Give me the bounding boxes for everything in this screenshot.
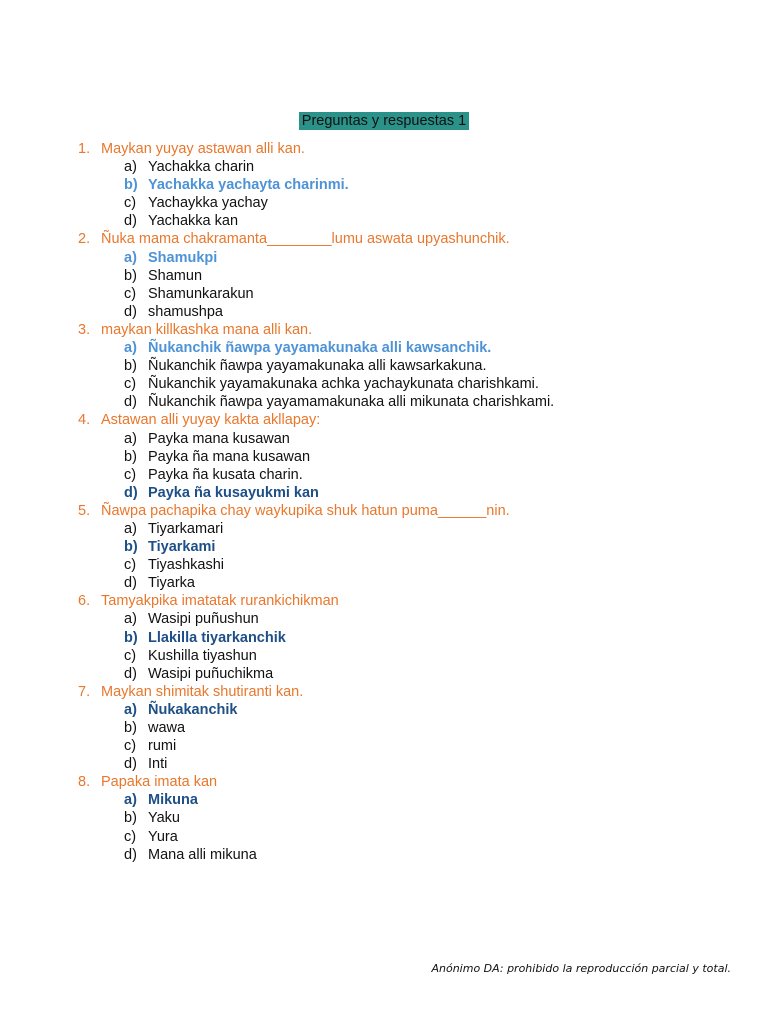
answer-option — [0, 520, 768, 538]
question-line — [0, 773, 768, 791]
answer-option — [0, 665, 768, 683]
option-letter: d) — [124, 484, 138, 501]
question-line — [0, 592, 768, 610]
correct-answer-option — [0, 339, 768, 357]
question-item — [0, 411, 768, 501]
correct-answer-option — [0, 791, 768, 809]
question-line — [0, 140, 768, 158]
question-item — [0, 140, 768, 230]
answer-option — [0, 755, 768, 773]
answer-option — [0, 466, 768, 484]
option-text: Kushilla tiyashun — [148, 647, 257, 664]
option-text: Yura — [148, 828, 178, 845]
option-letter: c) — [124, 738, 137, 755]
option-letter: b) — [124, 177, 138, 194]
answer-option — [0, 809, 768, 827]
option-letter: d) — [124, 756, 137, 773]
option-text: Mana alli mikuna — [148, 846, 257, 863]
answer-option — [0, 828, 768, 846]
answer-option — [0, 556, 768, 574]
option-letter: a) — [124, 159, 137, 176]
option-text: Payka ña mana kusawan — [148, 448, 311, 465]
question-number: 5. — [78, 502, 91, 519]
answer-option — [0, 303, 768, 321]
answer-option — [0, 375, 768, 393]
option-letter: b) — [124, 720, 137, 736]
answer-option — [0, 267, 768, 285]
question-item — [0, 592, 768, 682]
correct-answer-option — [0, 176, 768, 194]
answer-option — [0, 357, 768, 375]
question-text: Maykan yuyay astawan alli kan. — [101, 141, 305, 157]
option-text: Ñukanchik ñawpa yayamakunaka alli kawsanchik. — [148, 340, 492, 357]
question-line — [0, 502, 768, 520]
option-text: Yachakka kan — [148, 213, 239, 230]
question-number: 1. — [78, 141, 91, 157]
option-letter: c) — [124, 285, 137, 302]
option-letter: b) — [124, 810, 137, 827]
question-item — [0, 773, 768, 863]
option-text: Tiyashkashi — [148, 557, 225, 574]
option-text: Ñukakanchik — [148, 701, 238, 718]
option-letter: c) — [124, 466, 137, 483]
question-text: Ñuka mama chakramanta________lumu aswata upyashunchik. — [101, 231, 510, 248]
question-line — [0, 683, 768, 701]
option-text: shamushpa — [148, 303, 223, 320]
option-letter: a) — [124, 701, 137, 718]
option-letter: d) — [124, 846, 137, 863]
option-letter: b) — [124, 629, 138, 646]
option-letter: d) — [124, 213, 137, 230]
question-text: Papaka imata kan — [101, 774, 218, 791]
question-item — [0, 321, 768, 411]
option-letter: c) — [124, 557, 137, 574]
option-letter: a) — [124, 340, 137, 357]
option-letter: c) — [124, 195, 137, 212]
correct-answer-option — [0, 629, 768, 647]
option-letter: d) — [124, 394, 137, 411]
option-text: Tiyarkamari — [148, 520, 224, 537]
correct-answer-option — [0, 484, 768, 502]
question-line — [0, 411, 768, 429]
option-letter: d) — [124, 303, 137, 320]
question-item — [0, 683, 768, 773]
option-text: Mikuna — [148, 792, 198, 809]
question-text: Ñawpa pachapika chay waykupika shuk hatun puma______nin. — [101, 502, 510, 519]
question-text: Astawan alli yuyay kakta akllapay: — [101, 412, 321, 429]
question-text: Tamyakpika imatatak rurankichikman — [101, 593, 339, 610]
question-line — [0, 230, 768, 248]
option-letter: a) — [124, 611, 137, 628]
option-text: Tiyarkami — [148, 539, 216, 556]
option-text: wawa — [148, 720, 186, 736]
answer-option — [0, 158, 768, 176]
option-letter: d) — [124, 575, 137, 592]
option-letter: a) — [124, 430, 137, 447]
question-text: maykan killkashka mana alli kan. — [101, 321, 313, 338]
option-text: Wasipi puñuchikma — [148, 665, 274, 682]
page-title: Preguntas y respuestas 1 — [299, 112, 469, 130]
option-text: Yachaykka yachay — [148, 195, 268, 212]
option-text: Shamukpi — [148, 249, 218, 266]
option-text: Wasipi puñushun — [148, 611, 259, 628]
footer-note: Anónimo DA: prohibido la reproducción parcial y total. — [431, 962, 731, 975]
question-item — [0, 502, 768, 592]
option-text: Yachakka yachayta charinmi. — [148, 177, 349, 194]
option-text: Yachakka charin — [148, 159, 255, 176]
question-number: 2. — [78, 231, 91, 248]
option-text: Ñukanchik ñawpa yayamakunaka alli kawsarkakuna. — [148, 358, 487, 375]
answer-option — [0, 393, 768, 411]
answer-option — [0, 610, 768, 628]
correct-answer-option — [0, 538, 768, 556]
option-text: Payka mana kusawan — [148, 430, 290, 447]
option-text: rumi — [148, 738, 177, 755]
option-letter: c) — [124, 828, 137, 845]
answer-option — [0, 737, 768, 755]
question-item — [0, 230, 768, 320]
option-text: Payka ña kusata charin. — [148, 466, 303, 483]
option-letter: b) — [124, 358, 137, 375]
answer-option — [0, 448, 768, 466]
option-text: Shamunkarakun — [148, 285, 254, 302]
title-area — [0, 112, 768, 130]
option-letter: c) — [124, 647, 137, 664]
answer-option — [0, 647, 768, 665]
option-text: Yaku — [148, 810, 180, 827]
answer-option — [0, 430, 768, 448]
option-letter: d) — [124, 665, 137, 682]
option-letter: b) — [124, 539, 138, 556]
answer-option — [0, 285, 768, 303]
question-number: 6. — [78, 593, 91, 610]
option-letter: a) — [124, 792, 137, 809]
answer-option — [0, 194, 768, 212]
question-list — [0, 140, 768, 864]
correct-answer-option — [0, 249, 768, 267]
question-number: 8. — [78, 774, 91, 791]
correct-answer-option — [0, 701, 768, 719]
option-text: Llakilla tiyarkanchik — [148, 629, 286, 646]
answer-option — [0, 574, 768, 592]
option-text: Ñukanchik ñawpa yayamamakunaka alli mikunata charishkami. — [148, 394, 555, 411]
option-letter: c) — [124, 376, 137, 393]
answer-option — [0, 719, 768, 737]
option-text: Tiyarka — [148, 575, 195, 592]
question-number: 7. — [78, 683, 91, 700]
option-letter: a) — [124, 249, 137, 266]
question-text: Maykan shimitak shutiranti kan. — [101, 683, 304, 700]
answer-option — [0, 846, 768, 864]
question-number: 3. — [78, 321, 91, 338]
option-letter: b) — [124, 448, 137, 465]
question-line — [0, 321, 768, 339]
option-letter: a) — [124, 520, 137, 537]
answer-option — [0, 212, 768, 230]
option-text: Payka ña kusayukmi kan — [148, 484, 319, 501]
question-number: 4. — [78, 412, 91, 429]
option-text: Inti — [148, 756, 168, 773]
option-text: Shamun — [148, 267, 203, 284]
option-letter: b) — [124, 267, 137, 284]
option-text: Ñukanchik yayamakunaka achka yachaykunata charishkami. — [148, 376, 539, 393]
